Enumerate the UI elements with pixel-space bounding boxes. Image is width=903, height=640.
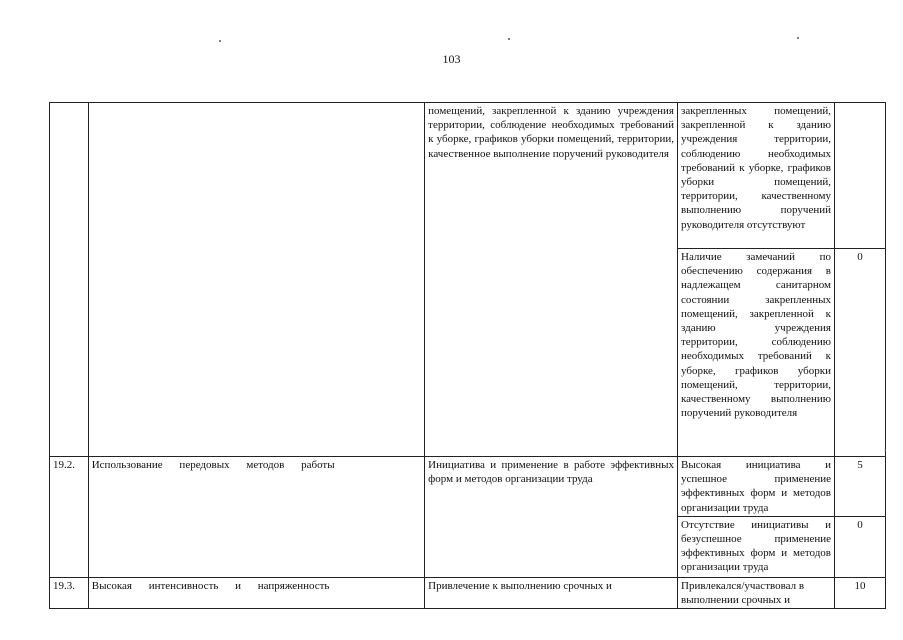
table-row: [50, 577, 886, 608]
table-row: [50, 103, 886, 249]
points-cell: 5: [835, 457, 886, 517]
name-cell: Высокая интенсивность и напряженность: [88, 577, 424, 608]
points-cell: 0: [835, 516, 886, 577]
num-cell: 19.2.: [50, 457, 89, 578]
points-cell: 0: [835, 249, 886, 457]
option-cell: закрепленных помещений, закрепленной к зданию учреждения территории, соблюдению необходимых требований к уборке, графиков уборки помещений, территории, качественному выполнению поручений руководителя отсутствуют: [678, 103, 835, 249]
page-number: 103: [442, 52, 461, 66]
scan-speck: [219, 40, 221, 42]
criterion-cell: Инициатива и применение в работе эффективных форм и методов организации труда: [425, 457, 678, 578]
option-cell: Отсутствие инициативы и безуспешное применение эффективных форм и методов организации труда: [678, 516, 835, 577]
criterion-cell: помещений, закрепленной к зданию учреждения территории, соблюдение необходимых требований к уборке, графиков уборки помещений, территории, качественное выполнение поручений руководителя: [425, 103, 678, 457]
scan-speck: [508, 38, 510, 40]
points-cell: 10: [835, 577, 886, 608]
margin-mark: ,: [884, 442, 887, 453]
num-cell: 19.3.: [50, 577, 89, 608]
option-cell: Наличие замечаний по обеспечению содержания в надлежащем санитарном состоянии закрепленных помещений, закрепленной к зданию учреждения территории, соблюдению необходимых требований к уборке, графиков уборки помещений, территории, качественному выполнению поручений руководителя: [678, 249, 835, 457]
name-cell: [88, 103, 424, 457]
option-cell: Высокая инициатива и успешное применение эффективных форм и методов организации труда: [678, 457, 835, 517]
criteria-table: [49, 102, 886, 609]
name-cell: Использование передовых методов работы: [88, 457, 424, 578]
scan-speck: [797, 37, 799, 39]
num-cell: [50, 103, 89, 457]
option-cell: Привлекался/участвовал в выполнении срочных и: [678, 577, 835, 608]
criterion-cell: Привлечение к выполнению срочных и: [425, 577, 678, 608]
table-row: [50, 457, 886, 517]
points-cell: [835, 103, 886, 249]
